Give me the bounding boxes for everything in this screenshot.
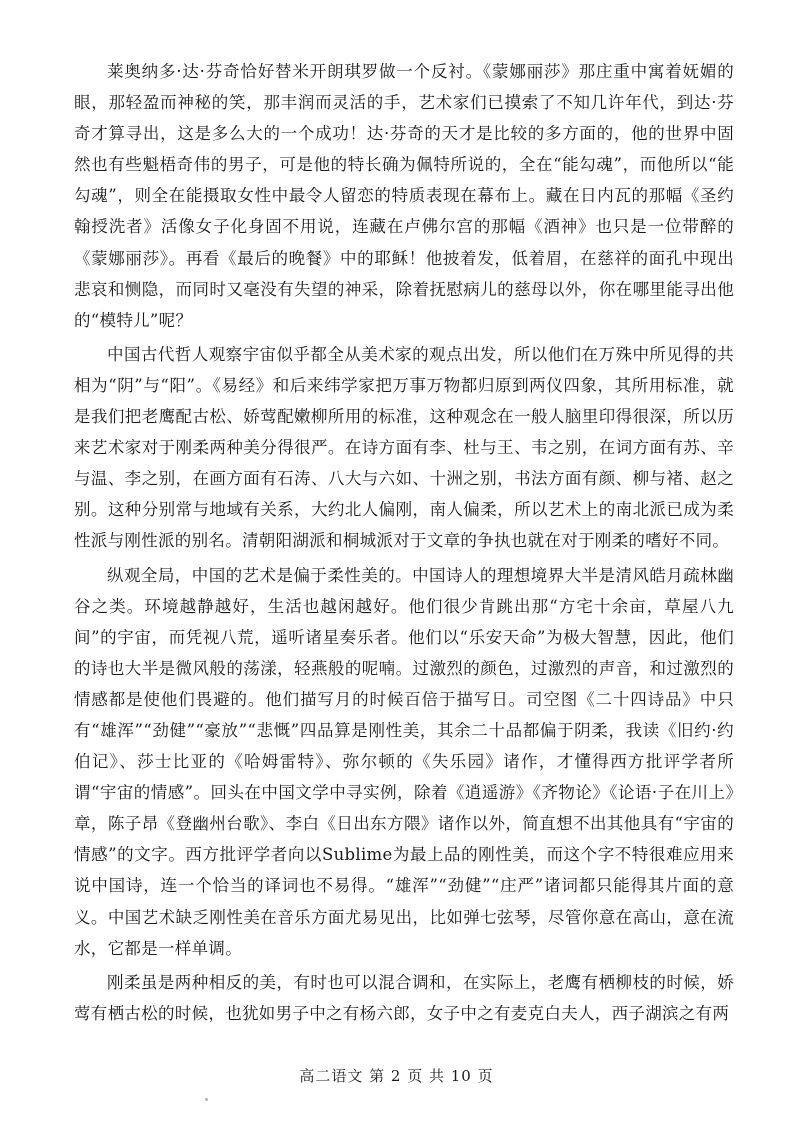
paragraph-3: 纵观全局，中国的艺术是偏于柔性美的。中国诗人的理想境界大半是清风皓月疏林幽谷之类。环境越静越好，生活也越闲越好。他们很少肯跳出那“方宅十余亩，草屋八九间”的宇宙，而凭视八荒，遥听诸星奏乐者。他们以“乐安天命”为极大智慧，因此，他们的诗也大半是微风般的荡漾，轻燕般的呢喃。过激烈的颜色，过激烈的声音，和过激烈的情感都是使他们畏避的。他们描写月的时候百倍于描写日。司空图《二十四诗品》中只有“雄浑”“劲健”“豪放”“悲慨”四品算是刚性美，其余二十品都偏于阴柔，我读《旧约·约伯记》、莎士比亚的《哈姆雷特》、弥尔顿的《失乐园》诸作，才懂得西方批评学者所谓“宇宙的情感”。回头在中国文学中寻实例，除着《逍遥游》《齐物论》《论语·子在川上》章，陈子昂《登幽州台歌》、李白《日出东方隈》诸作以外，简直想不出其他具有“宇宙的情感”的文字。西方批评学者向以Sublime为最上品的刚性美，而这个字不特很难应用来说中国诗，连一个恰当的译词也不易得。“雄浑”“劲健”“庄严”诸词都只能得其片面的意义。中国艺术缺乏刚性美在音乐方面尤易见出，比如弹七弦琴，尽管你意在高山，意在流水，它都是一样单调。 bbox=[74, 565, 734, 958]
paragraph-4: 刚柔虽是两种相反的美，有时也可以混合调和，在实际上，老鹰有栖柳枝的时候，娇莺有栖古松的时候，也犹如男子中之有杨六郎，女子中之有麦克白夫人，西子湖滨之有两 bbox=[74, 972, 734, 1023]
paragraph-2: 中国古代哲人观察宇宙似乎都全从美术家的观点出发，所以他们在万殊中所见得的共相为“阴”与“阳”。《易经》和后来纬学家把万事万物都归原到两仪四象，其所用标准，就是我们把老鹰配古松、娇莺配嫩柳所用的标准，这种观念在一般人脑里印得很深，所以历来艺术家对于刚柔两种美分得很严。在诗方面有李、杜与王、韦之别，在词方面有苏、辛与温、李之别，在画方面有石涛、八大与六如、十洲之别，书法方面有颜、柳与褚、赵之别。这种分别常与地域有关系，大约北人偏刚，南人偏柔，所以艺术上的南北派已成为柔性派与刚性派的别名。清朝阳湖派和桐城派对于文章的争执也就在对于刚柔的嗜好不同。 bbox=[74, 344, 734, 551]
scan-speck bbox=[205, 1098, 208, 1101]
page-footer: 高二语文 第 2 页 共 10 页 bbox=[299, 1067, 494, 1085]
paragraph-1: 莱奥纳多·达·芬奇恰好替米开朗琪罗做一个反衬。《蒙娜丽莎》那庄重中寓着妩媚的眼，那轻盈而神秘的笑，那丰润而灵活的手，艺术家们已摸索了不知几许年代，到达·芬奇才算寻出，这是多么大的一个成功！达·芬奇的天才是比较的多方面的，他的世界中固然也有些魁梧奇伟的男子，可是他的特长确为佩特所说的，全在“能勾魂”，而他所以“能勾魂”，则全在能摄取女性中最令人留恋的特质表现在幕布上。藏在日内瓦的那幅《圣约翰授洗者》活像女子化身固不用说，连藏在卢佛尔宫的那幅《酒神》也只是一位带醉的《蒙娜丽莎》。再看《最后的晚餐》中的耶稣！他披着发，低着眉，在慈祥的面孔中现出悲哀和恻隐，而同时又毫没有失望的神采，除着抚慰病儿的慈母以外，你在哪里能寻出他的“模特儿”呢？ bbox=[74, 62, 734, 330]
article-body bbox=[74, 56, 734, 1032]
